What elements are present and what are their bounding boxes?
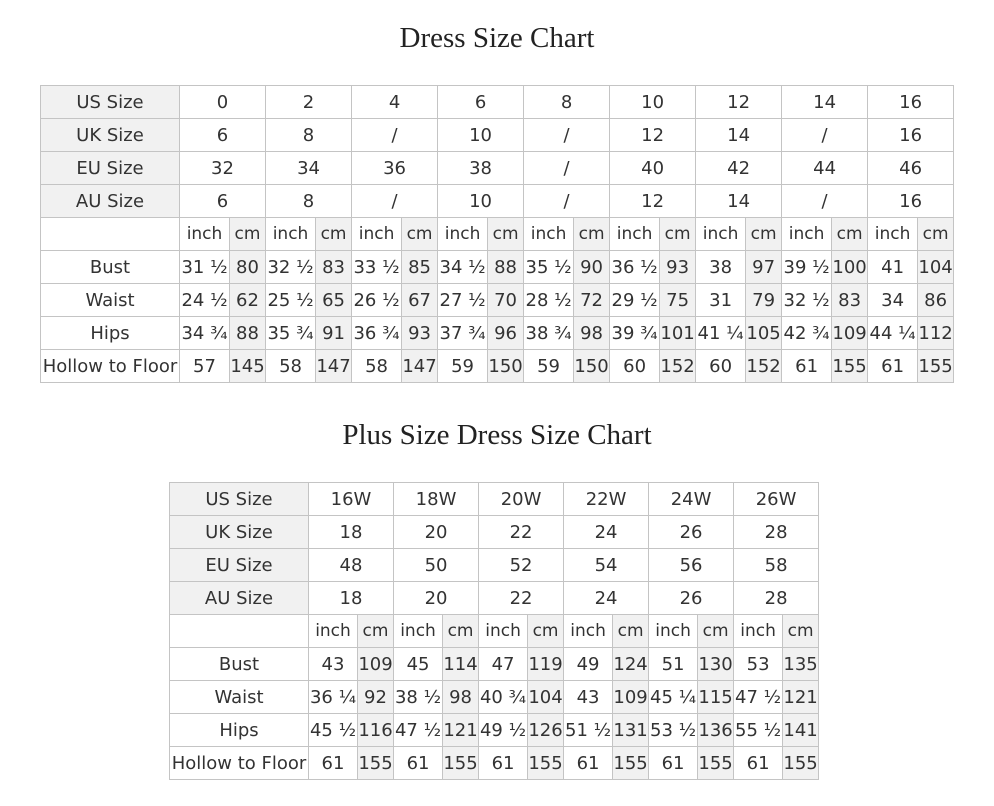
- uk-size-value: 26: [649, 516, 734, 549]
- bust-cm-value: 114: [443, 648, 479, 681]
- au-size-value: 26: [649, 582, 734, 615]
- hips-inch-value: 49 ½: [479, 714, 528, 747]
- unit-cm: cm: [660, 218, 696, 251]
- waist-cm-value: 92: [358, 681, 394, 714]
- unit-cm: cm: [528, 615, 564, 648]
- uk-size-value: 16: [868, 119, 954, 152]
- bust-inch-value: 35 ½: [524, 251, 574, 284]
- eu-size-value: 36: [352, 152, 438, 185]
- unit-cm: cm: [783, 615, 819, 648]
- plus-size-table: [169, 482, 819, 780]
- eu-size-value: 52: [479, 549, 564, 582]
- eu-size-row: [41, 152, 954, 185]
- waist-cm-value: 98: [443, 681, 479, 714]
- hips-inch-value: 36 ¾: [352, 317, 402, 350]
- hollow-to-floor-row: [170, 747, 819, 780]
- bust-cm-value: 88: [488, 251, 524, 284]
- uk-size-value: 8: [266, 119, 352, 152]
- bust-cm-value: 90: [574, 251, 610, 284]
- au-size-value: 28: [734, 582, 819, 615]
- uk-size-value: /: [524, 119, 610, 152]
- au-size-value: 10: [438, 185, 524, 218]
- hollow-to-floor-cm-value: 150: [488, 350, 524, 383]
- uk-size-value: 10: [438, 119, 524, 152]
- bust-inch-value: 45: [394, 648, 443, 681]
- unit-inch: inch: [782, 218, 832, 251]
- hips-cm-value: 131: [613, 714, 649, 747]
- hips-cm-value: 93: [402, 317, 438, 350]
- hips-inch-value: 51 ½: [564, 714, 613, 747]
- waist-cm-value: 109: [613, 681, 649, 714]
- hips-cm-value: 98: [574, 317, 610, 350]
- eu-size-value: 54: [564, 549, 649, 582]
- us-size-value: 6: [438, 86, 524, 119]
- row-label: Waist: [41, 284, 180, 317]
- uk-size-value: /: [782, 119, 868, 152]
- bust-inch-value: 33 ½: [352, 251, 402, 284]
- bust-cm-value: 104: [918, 251, 954, 284]
- waist-inch-value: 29 ½: [610, 284, 660, 317]
- bust-inch-value: 38: [696, 251, 746, 284]
- unit-inch: inch: [734, 615, 783, 648]
- waist-cm-value: 75: [660, 284, 696, 317]
- uk-size-value: 18: [309, 516, 394, 549]
- au-size-value: 16: [868, 185, 954, 218]
- hips-cm-value: 91: [316, 317, 352, 350]
- us-size-value: 20W: [479, 483, 564, 516]
- row-label: UK Size: [41, 119, 180, 152]
- unit-inch: inch: [180, 218, 230, 251]
- waist-inch-value: 43: [564, 681, 613, 714]
- row-label: Hollow to Floor: [170, 747, 309, 780]
- hips-cm-value: 136: [698, 714, 734, 747]
- waist-cm-value: 67: [402, 284, 438, 317]
- eu-size-value: 40: [610, 152, 696, 185]
- bust-cm-value: 109: [358, 648, 394, 681]
- eu-size-value: 46: [868, 152, 954, 185]
- row-label: Hollow to Floor: [41, 350, 180, 383]
- hips-inch-value: 55 ½: [734, 714, 783, 747]
- bust-row: [41, 251, 954, 284]
- au-size-value: 14: [696, 185, 782, 218]
- hips-cm-value: 109: [832, 317, 868, 350]
- hips-inch-value: 35 ¾: [266, 317, 316, 350]
- us-size-value: 8: [524, 86, 610, 119]
- waist-cm-value: 62: [230, 284, 266, 317]
- hollow-to-floor-inch-value: 60: [610, 350, 660, 383]
- hollow-to-floor-inch-value: 61: [309, 747, 358, 780]
- hips-cm-value: 121: [443, 714, 479, 747]
- unit-cm: cm: [358, 615, 394, 648]
- hips-row: [41, 317, 954, 350]
- bust-cm-value: 97: [746, 251, 782, 284]
- unit-inch: inch: [524, 218, 574, 251]
- hips-inch-value: 44 ¼: [868, 317, 918, 350]
- eu-size-value: 34: [266, 152, 352, 185]
- row-label: Hips: [41, 317, 180, 350]
- waist-inch-value: 38 ½: [394, 681, 443, 714]
- row-label: UK Size: [170, 516, 309, 549]
- us-size-value: 26W: [734, 483, 819, 516]
- uk-size-value: /: [352, 119, 438, 152]
- waist-inch-value: 28 ½: [524, 284, 574, 317]
- unit-cm: cm: [832, 218, 868, 251]
- bust-inch-value: 51: [649, 648, 698, 681]
- hollow-to-floor-cm-value: 147: [402, 350, 438, 383]
- unit-inch: inch: [868, 218, 918, 251]
- eu-size-value: 50: [394, 549, 479, 582]
- dress-size-chart-title: Dress Size Chart: [399, 22, 595, 54]
- hollow-to-floor-inch-value: 61: [734, 747, 783, 780]
- bust-inch-value: 47: [479, 648, 528, 681]
- waist-inch-value: 40 ¾: [479, 681, 528, 714]
- hips-cm-value: 141: [783, 714, 819, 747]
- waist-row: [41, 284, 954, 317]
- hips-inch-value: 37 ¾: [438, 317, 488, 350]
- au-size-value: 22: [479, 582, 564, 615]
- hips-cm-value: 88: [230, 317, 266, 350]
- eu-size-value: 32: [180, 152, 266, 185]
- hips-inch-value: 34 ¾: [180, 317, 230, 350]
- waist-cm-value: 86: [918, 284, 954, 317]
- au-size-value: /: [524, 185, 610, 218]
- waist-inch-value: 32 ½: [782, 284, 832, 317]
- waist-cm-value: 79: [746, 284, 782, 317]
- waist-inch-value: 45 ¼: [649, 681, 698, 714]
- unit-inch: inch: [438, 218, 488, 251]
- hips-inch-value: 41 ¼: [696, 317, 746, 350]
- au-size-value: 20: [394, 582, 479, 615]
- dress-size-table: [40, 85, 954, 383]
- hollow-to-floor-inch-value: 61: [394, 747, 443, 780]
- waist-cm-value: 65: [316, 284, 352, 317]
- uk-size-value: 6: [180, 119, 266, 152]
- hollow-to-floor-cm-value: 145: [230, 350, 266, 383]
- waist-row: [170, 681, 819, 714]
- bust-cm-value: 119: [528, 648, 564, 681]
- hips-cm-value: 112: [918, 317, 954, 350]
- unit-cm: cm: [613, 615, 649, 648]
- us-size-value: 14: [782, 86, 868, 119]
- unit-inch: inch: [564, 615, 613, 648]
- hollow-to-floor-inch-value: 58: [266, 350, 316, 383]
- row-label: AU Size: [170, 582, 309, 615]
- hips-inch-value: 38 ¾: [524, 317, 574, 350]
- waist-inch-value: 27 ½: [438, 284, 488, 317]
- waist-inch-value: 34: [868, 284, 918, 317]
- hips-inch-value: 45 ½: [309, 714, 358, 747]
- bust-inch-value: 43: [309, 648, 358, 681]
- hollow-to-floor-cm-value: 147: [316, 350, 352, 383]
- uk-size-row: [170, 516, 819, 549]
- uk-size-value: 12: [610, 119, 696, 152]
- row-label: Hips: [170, 714, 309, 747]
- plus-size-chart-title: Plus Size Dress Size Chart: [342, 419, 652, 451]
- au-size-value: /: [352, 185, 438, 218]
- hips-inch-value: 42 ¾: [782, 317, 832, 350]
- bust-cm-value: 100: [832, 251, 868, 284]
- hollow-to-floor-cm-value: 155: [528, 747, 564, 780]
- hips-cm-value: 105: [746, 317, 782, 350]
- waist-inch-value: 31: [696, 284, 746, 317]
- hollow-to-floor-cm-value: 155: [832, 350, 868, 383]
- hollow-to-floor-inch-value: 61: [649, 747, 698, 780]
- hollow-to-floor-inch-value: 61: [479, 747, 528, 780]
- waist-inch-value: 24 ½: [180, 284, 230, 317]
- unit-inch: inch: [696, 218, 746, 251]
- unit-cm: cm: [316, 218, 352, 251]
- au-size-value: 6: [180, 185, 266, 218]
- hollow-to-floor-inch-value: 57: [180, 350, 230, 383]
- au-size-value: 8: [266, 185, 352, 218]
- waist-cm-value: 83: [832, 284, 868, 317]
- hips-inch-value: 39 ¾: [610, 317, 660, 350]
- eu-size-value: 38: [438, 152, 524, 185]
- eu-size-value: /: [524, 152, 610, 185]
- hollow-to-floor-cm-value: 155: [613, 747, 649, 780]
- hips-inch-value: 53 ½: [649, 714, 698, 747]
- us-size-value: 4: [352, 86, 438, 119]
- au-size-value: 24: [564, 582, 649, 615]
- unit-inch: inch: [352, 218, 402, 251]
- unit-cm: cm: [746, 218, 782, 251]
- us-size-value: 12: [696, 86, 782, 119]
- row-label: EU Size: [41, 152, 180, 185]
- row-label: US Size: [41, 86, 180, 119]
- au-size-value: /: [782, 185, 868, 218]
- us-size-value: 22W: [564, 483, 649, 516]
- waist-cm-value: 115: [698, 681, 734, 714]
- uk-size-value: 20: [394, 516, 479, 549]
- waist-inch-value: 25 ½: [266, 284, 316, 317]
- eu-size-value: 42: [696, 152, 782, 185]
- hollow-to-floor-cm-value: 150: [574, 350, 610, 383]
- bust-cm-value: 124: [613, 648, 649, 681]
- au-size-value: 18: [309, 582, 394, 615]
- eu-size-value: 48: [309, 549, 394, 582]
- hollow-to-floor-cm-value: 152: [660, 350, 696, 383]
- row-label: Waist: [170, 681, 309, 714]
- unit-cm: cm: [402, 218, 438, 251]
- unit-cm: cm: [488, 218, 524, 251]
- eu-size-value: 56: [649, 549, 734, 582]
- unit-cm: cm: [918, 218, 954, 251]
- unit-cm: cm: [698, 615, 734, 648]
- us-size-row: [170, 483, 819, 516]
- bust-inch-value: 49: [564, 648, 613, 681]
- uk-size-row: [41, 119, 954, 152]
- hollow-to-floor-inch-value: 61: [868, 350, 918, 383]
- bust-cm-value: 135: [783, 648, 819, 681]
- au-size-row: [41, 185, 954, 218]
- bust-cm-value: 80: [230, 251, 266, 284]
- row-label: US Size: [170, 483, 309, 516]
- row-label: Bust: [41, 251, 180, 284]
- bust-row: [170, 648, 819, 681]
- waist-cm-value: 121: [783, 681, 819, 714]
- bust-cm-value: 130: [698, 648, 734, 681]
- unit-inch: inch: [479, 615, 528, 648]
- waist-inch-value: 36 ¼: [309, 681, 358, 714]
- bust-inch-value: 32 ½: [266, 251, 316, 284]
- uk-size-value: 24: [564, 516, 649, 549]
- waist-cm-value: 72: [574, 284, 610, 317]
- us-size-value: 16: [868, 86, 954, 119]
- hips-inch-value: 47 ½: [394, 714, 443, 747]
- au-size-value: 12: [610, 185, 696, 218]
- eu-size-value: 58: [734, 549, 819, 582]
- unit-row: [41, 218, 954, 251]
- hips-cm-value: 126: [528, 714, 564, 747]
- unit-inch: inch: [649, 615, 698, 648]
- hollow-to-floor-inch-value: 58: [352, 350, 402, 383]
- row-label: Bust: [170, 648, 309, 681]
- row-label: AU Size: [41, 185, 180, 218]
- hollow-to-floor-row: [41, 350, 954, 383]
- us-size-value: 16W: [309, 483, 394, 516]
- hollow-to-floor-cm-value: 155: [698, 747, 734, 780]
- uk-size-value: 28: [734, 516, 819, 549]
- hollow-to-floor-inch-value: 61: [564, 747, 613, 780]
- row-label: EU Size: [170, 549, 309, 582]
- au-size-row: [170, 582, 819, 615]
- bust-inch-value: 34 ½: [438, 251, 488, 284]
- bust-inch-value: 36 ½: [610, 251, 660, 284]
- hollow-to-floor-cm-value: 155: [358, 747, 394, 780]
- hollow-to-floor-inch-value: 59: [524, 350, 574, 383]
- eu-size-value: 44: [782, 152, 868, 185]
- waist-inch-value: 47 ½: [734, 681, 783, 714]
- us-size-value: 10: [610, 86, 696, 119]
- unit-inch: inch: [610, 218, 660, 251]
- hollow-to-floor-cm-value: 155: [918, 350, 954, 383]
- hollow-to-floor-cm-value: 155: [443, 747, 479, 780]
- uk-size-value: 22: [479, 516, 564, 549]
- unit-row-blank: [41, 218, 180, 251]
- us-size-value: 0: [180, 86, 266, 119]
- hollow-to-floor-inch-value: 59: [438, 350, 488, 383]
- bust-inch-value: 53: [734, 648, 783, 681]
- hollow-to-floor-inch-value: 61: [782, 350, 832, 383]
- hollow-to-floor-cm-value: 152: [746, 350, 782, 383]
- us-size-value: 18W: [394, 483, 479, 516]
- hips-cm-value: 101: [660, 317, 696, 350]
- hollow-to-floor-inch-value: 60: [696, 350, 746, 383]
- unit-cm: cm: [230, 218, 266, 251]
- unit-cm: cm: [443, 615, 479, 648]
- unit-row-blank: [170, 615, 309, 648]
- hollow-to-floor-cm-value: 155: [783, 747, 819, 780]
- eu-size-row: [170, 549, 819, 582]
- bust-inch-value: 41: [868, 251, 918, 284]
- us-size-value: 2: [266, 86, 352, 119]
- hips-cm-value: 96: [488, 317, 524, 350]
- waist-cm-value: 70: [488, 284, 524, 317]
- bust-cm-value: 85: [402, 251, 438, 284]
- bust-inch-value: 31 ½: [180, 251, 230, 284]
- us-size-value: 24W: [649, 483, 734, 516]
- us-size-row: [41, 86, 954, 119]
- unit-cm: cm: [574, 218, 610, 251]
- unit-inch: inch: [394, 615, 443, 648]
- waist-cm-value: 104: [528, 681, 564, 714]
- bust-cm-value: 83: [316, 251, 352, 284]
- uk-size-value: 14: [696, 119, 782, 152]
- unit-inch: inch: [266, 218, 316, 251]
- bust-inch-value: 39 ½: [782, 251, 832, 284]
- unit-inch: inch: [309, 615, 358, 648]
- waist-inch-value: 26 ½: [352, 284, 402, 317]
- hips-row: [170, 714, 819, 747]
- unit-row: [170, 615, 819, 648]
- hips-cm-value: 116: [358, 714, 394, 747]
- bust-cm-value: 93: [660, 251, 696, 284]
